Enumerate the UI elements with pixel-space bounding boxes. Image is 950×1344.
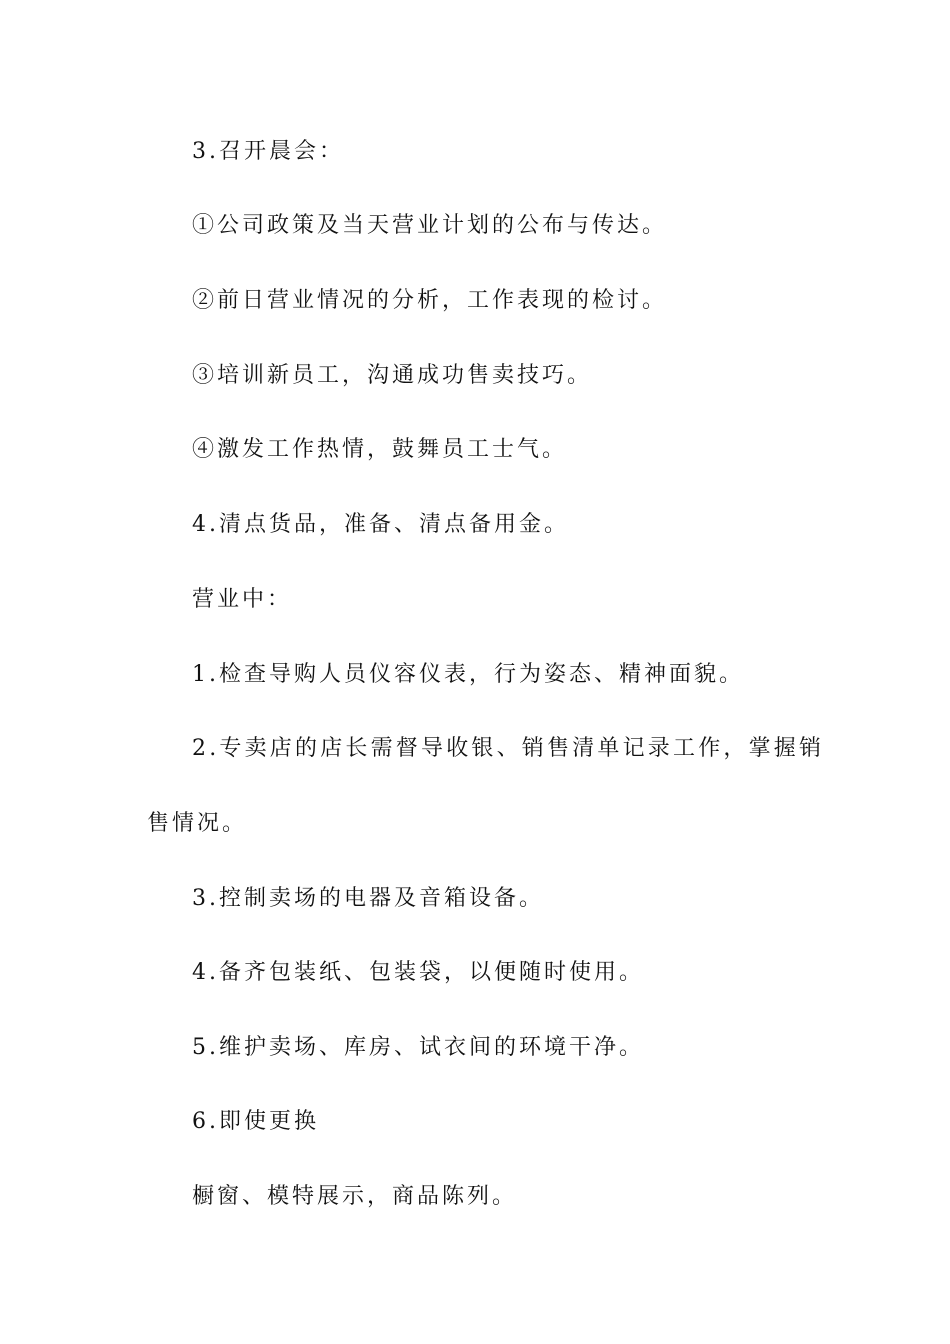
paragraph-staff-training: ③培训新员工，沟通成功售卖技巧。 bbox=[192, 363, 593, 388]
paragraph-manager-supervision-continued: 售情况。 bbox=[147, 811, 248, 836]
paragraph-count-goods: 4.清点货品，准备、清点备用金。 bbox=[192, 512, 569, 537]
paragraph-staff-morale: ④激发工作热情，鼓舞员工士气。 bbox=[192, 437, 568, 462]
section-heading-in-business: 营业中： bbox=[192, 587, 293, 612]
paragraph-display: 橱窗、模特展示，商品陈列。 bbox=[192, 1184, 518, 1209]
paragraph-equipment-control: 3.控制卖场的电器及音箱设备。 bbox=[192, 886, 544, 911]
paragraph-replacement: 6.即使更换 bbox=[192, 1109, 319, 1134]
paragraph-policy-announcement: ①公司政策及当天营业计划的公布与传达。 bbox=[192, 213, 668, 238]
paragraph-business-analysis: ②前日营业情况的分析，工作表现的检讨。 bbox=[192, 288, 668, 313]
paragraph-staff-appearance: 1.检查导购人员仪容仪表，行为姿态、精神面貌。 bbox=[192, 662, 744, 687]
paragraph-packaging: 4.备齐包装纸、包装袋，以便随时使用。 bbox=[192, 960, 644, 985]
paragraph-store-cleanliness: 5.维护卖场、库房、试衣间的环境干净。 bbox=[192, 1035, 644, 1060]
paragraph-manager-supervision: 2.专卖店的店长需督导收银、销售清单记录工作，掌握销 bbox=[192, 736, 825, 761]
paragraph-morning-meeting: 3.召开晨会： bbox=[192, 139, 344, 164]
